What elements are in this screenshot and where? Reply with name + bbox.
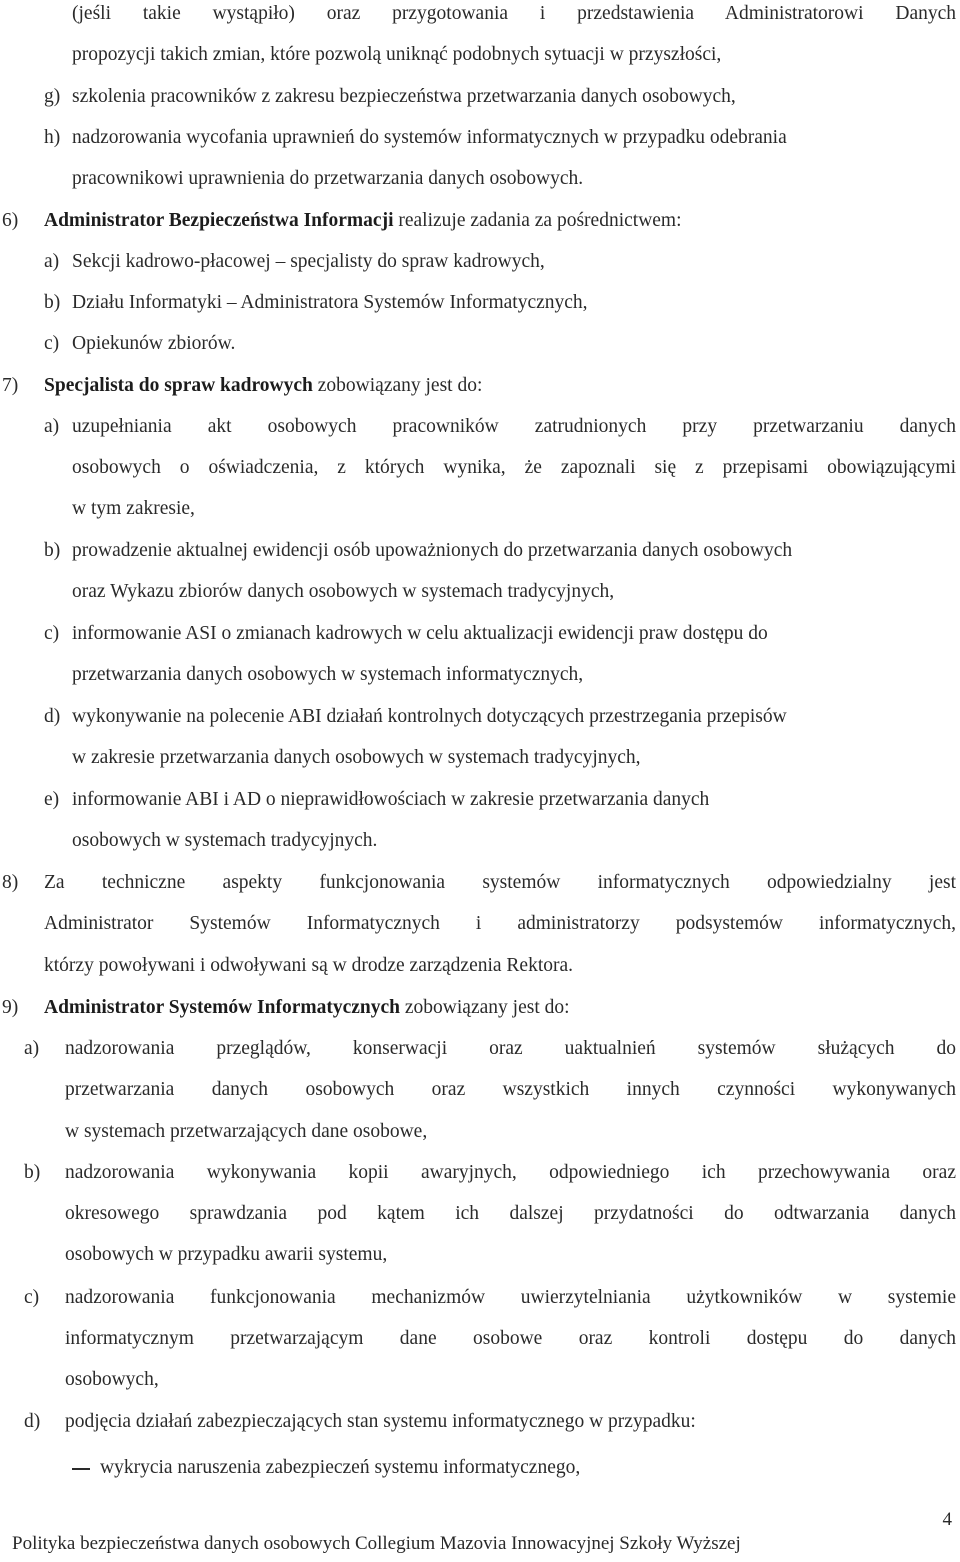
list-item-text: Opiekunów zbiorów.	[72, 333, 236, 354]
list-item-text: podjęcia działań zabezpieczających stan systemu informatycznego w przypadku:	[65, 1411, 696, 1432]
section-heading	[44, 209, 682, 233]
section-number: 7)	[2, 375, 19, 396]
section-heading-bold: Administrator Systemów Informatycznych	[44, 997, 401, 1018]
list-marker: b)	[24, 1162, 41, 1183]
list-item-text: osobowych w przypadku awarii systemu,	[65, 1244, 388, 1265]
list-marker: b)	[44, 292, 61, 313]
paragraph-line: (jeśli takie wystąpiło) oraz przygotowania i przedstawienia Administratorowi Danych	[72, 3, 956, 24]
list-item-text: w tym zakresie,	[72, 498, 195, 519]
section-number: 6)	[2, 210, 19, 231]
list-item-text: wykonywanie na polecenie ABI działań kontrolnych dotyczących przestrzegania przepisów	[72, 706, 787, 727]
list-item-text: osobowych o oświadczenia, z których wynika, że zapoznali się z przepisami obowiązującymi	[72, 457, 956, 478]
list-item-text: informatycznym przetwarzającym dane osobowe oraz kontroli dostępu do danych	[65, 1328, 956, 1349]
list-item-text: pracownikowi uprawnienia do przetwarzania danych osobowych.	[72, 168, 584, 189]
list-marker: b)	[44, 540, 61, 561]
list-item-text: uzupełniania akt osobowych pracowników zatrudnionych przy przetwarzaniu danych	[72, 416, 956, 437]
section-heading	[44, 374, 482, 398]
list-item-text: osobowych,	[65, 1369, 159, 1390]
list-item-text: Działu Informatyki – Administratora Systemów Informatycznych,	[72, 292, 588, 313]
list-item-text: przetwarzania danych osobowych oraz wszystkich innych czynności wykonywanych	[65, 1079, 956, 1100]
list-marker: g)	[44, 86, 61, 107]
list-item-text: w zakresie przetwarzania danych osobowych w systemach tradycyjnych,	[72, 747, 641, 768]
section-heading	[44, 996, 570, 1020]
list-marker: c)	[44, 623, 60, 644]
page-number: 4	[942, 1509, 952, 1530]
section-number: 9)	[2, 997, 19, 1018]
list-item-text: w systemach przetwarzających dane osobowe,	[65, 1121, 428, 1142]
paragraph-line: którzy powoływani i odwoływani są w drodze zarządzenia Rektora.	[44, 955, 574, 976]
list-item-text: szkolenia pracowników z zakresu bezpieczeństwa przetwarzania danych osobowych,	[72, 86, 736, 107]
list-item-text: informowanie ASI o zmianach kadrowych w celu aktualizacji ewidencji praw dostępu do	[72, 623, 768, 644]
list-item-text: oraz Wykazu zbiorów danych osobowych w systemach tradycyjnych,	[72, 581, 615, 602]
list-marker: a)	[24, 1038, 40, 1059]
list-item-text: nadzorowania wycofania uprawnień do systemów informatycznych w przypadku odebrania	[72, 127, 787, 148]
list-marker: c)	[44, 333, 60, 354]
list-item-text: okresowego sprawdzania pod kątem ich dalszej przydatności do odtwarzania danych	[65, 1203, 956, 1224]
paragraph-line: Za techniczne aspekty funkcjonowania systemów informatycznych odpowiedzialny jest	[44, 872, 956, 893]
section-heading-bold: Administrator Bezpieczeństwa Informacji	[44, 210, 394, 231]
section-heading-bold: Specjalista do spraw kadrowych	[44, 375, 313, 396]
list-item-text: przetwarzania danych osobowych w systemach informatycznych,	[72, 664, 584, 685]
list-item-text: osobowych w systemach tradycyjnych.	[72, 830, 378, 851]
list-item-text: prowadzenie aktualnej ewidencji osób upoważnionych do przetwarzania danych osobowych	[72, 540, 793, 561]
paragraph-line: propozycji takich zmian, które pozwolą uniknąć podobnych sytuacji w przyszłości,	[72, 44, 722, 65]
list-item-text: nadzorowania funkcjonowania mechanizmów uwierzytelniania użytkowników w systemie	[65, 1287, 956, 1308]
list-marker: e)	[44, 789, 60, 810]
section-heading-rest: realizuje zadania za pośrednictwem:	[393, 210, 682, 231]
list-marker: d)	[24, 1411, 41, 1432]
page-footer: Polityka bezpieczeństwa danych osobowych Collegium Mazovia Innowacyjnej Szkoły Wyższej	[12, 1533, 741, 1554]
list-item-text: nadzorowania przeglądów, konserwacji oraz uaktualnień systemów służących do	[65, 1038, 956, 1059]
section-heading-rest: zobowiązany jest do:	[400, 997, 570, 1018]
list-marker: h)	[44, 127, 61, 148]
paragraph-line: Administrator Systemów Informatycznych i administratorzy podsystemów informatycznych,	[44, 913, 956, 934]
list-marker: a)	[44, 416, 60, 437]
list-item-text: informowanie ABI i AD o nieprawidłowościach w zakresie przetwarzania danych	[72, 789, 710, 810]
list-marker: d)	[44, 706, 61, 727]
list-item-text: Sekcji kadrowo-płacowej – specjalisty do spraw kadrowych,	[72, 251, 545, 272]
list-marker: c)	[24, 1287, 40, 1308]
list-item-text: nadzorowania wykonywania kopii awaryjnych, odpowiedniego ich przechowywania oraz	[65, 1162, 956, 1183]
list-item-text: wykrycia naruszenia zabezpieczeń systemu informatycznego,	[100, 1457, 581, 1478]
bullet-dash	[72, 1468, 90, 1470]
section-number: 8)	[2, 872, 19, 893]
list-marker: a)	[44, 251, 60, 272]
section-heading-rest: zobowiązany jest do:	[312, 375, 483, 396]
